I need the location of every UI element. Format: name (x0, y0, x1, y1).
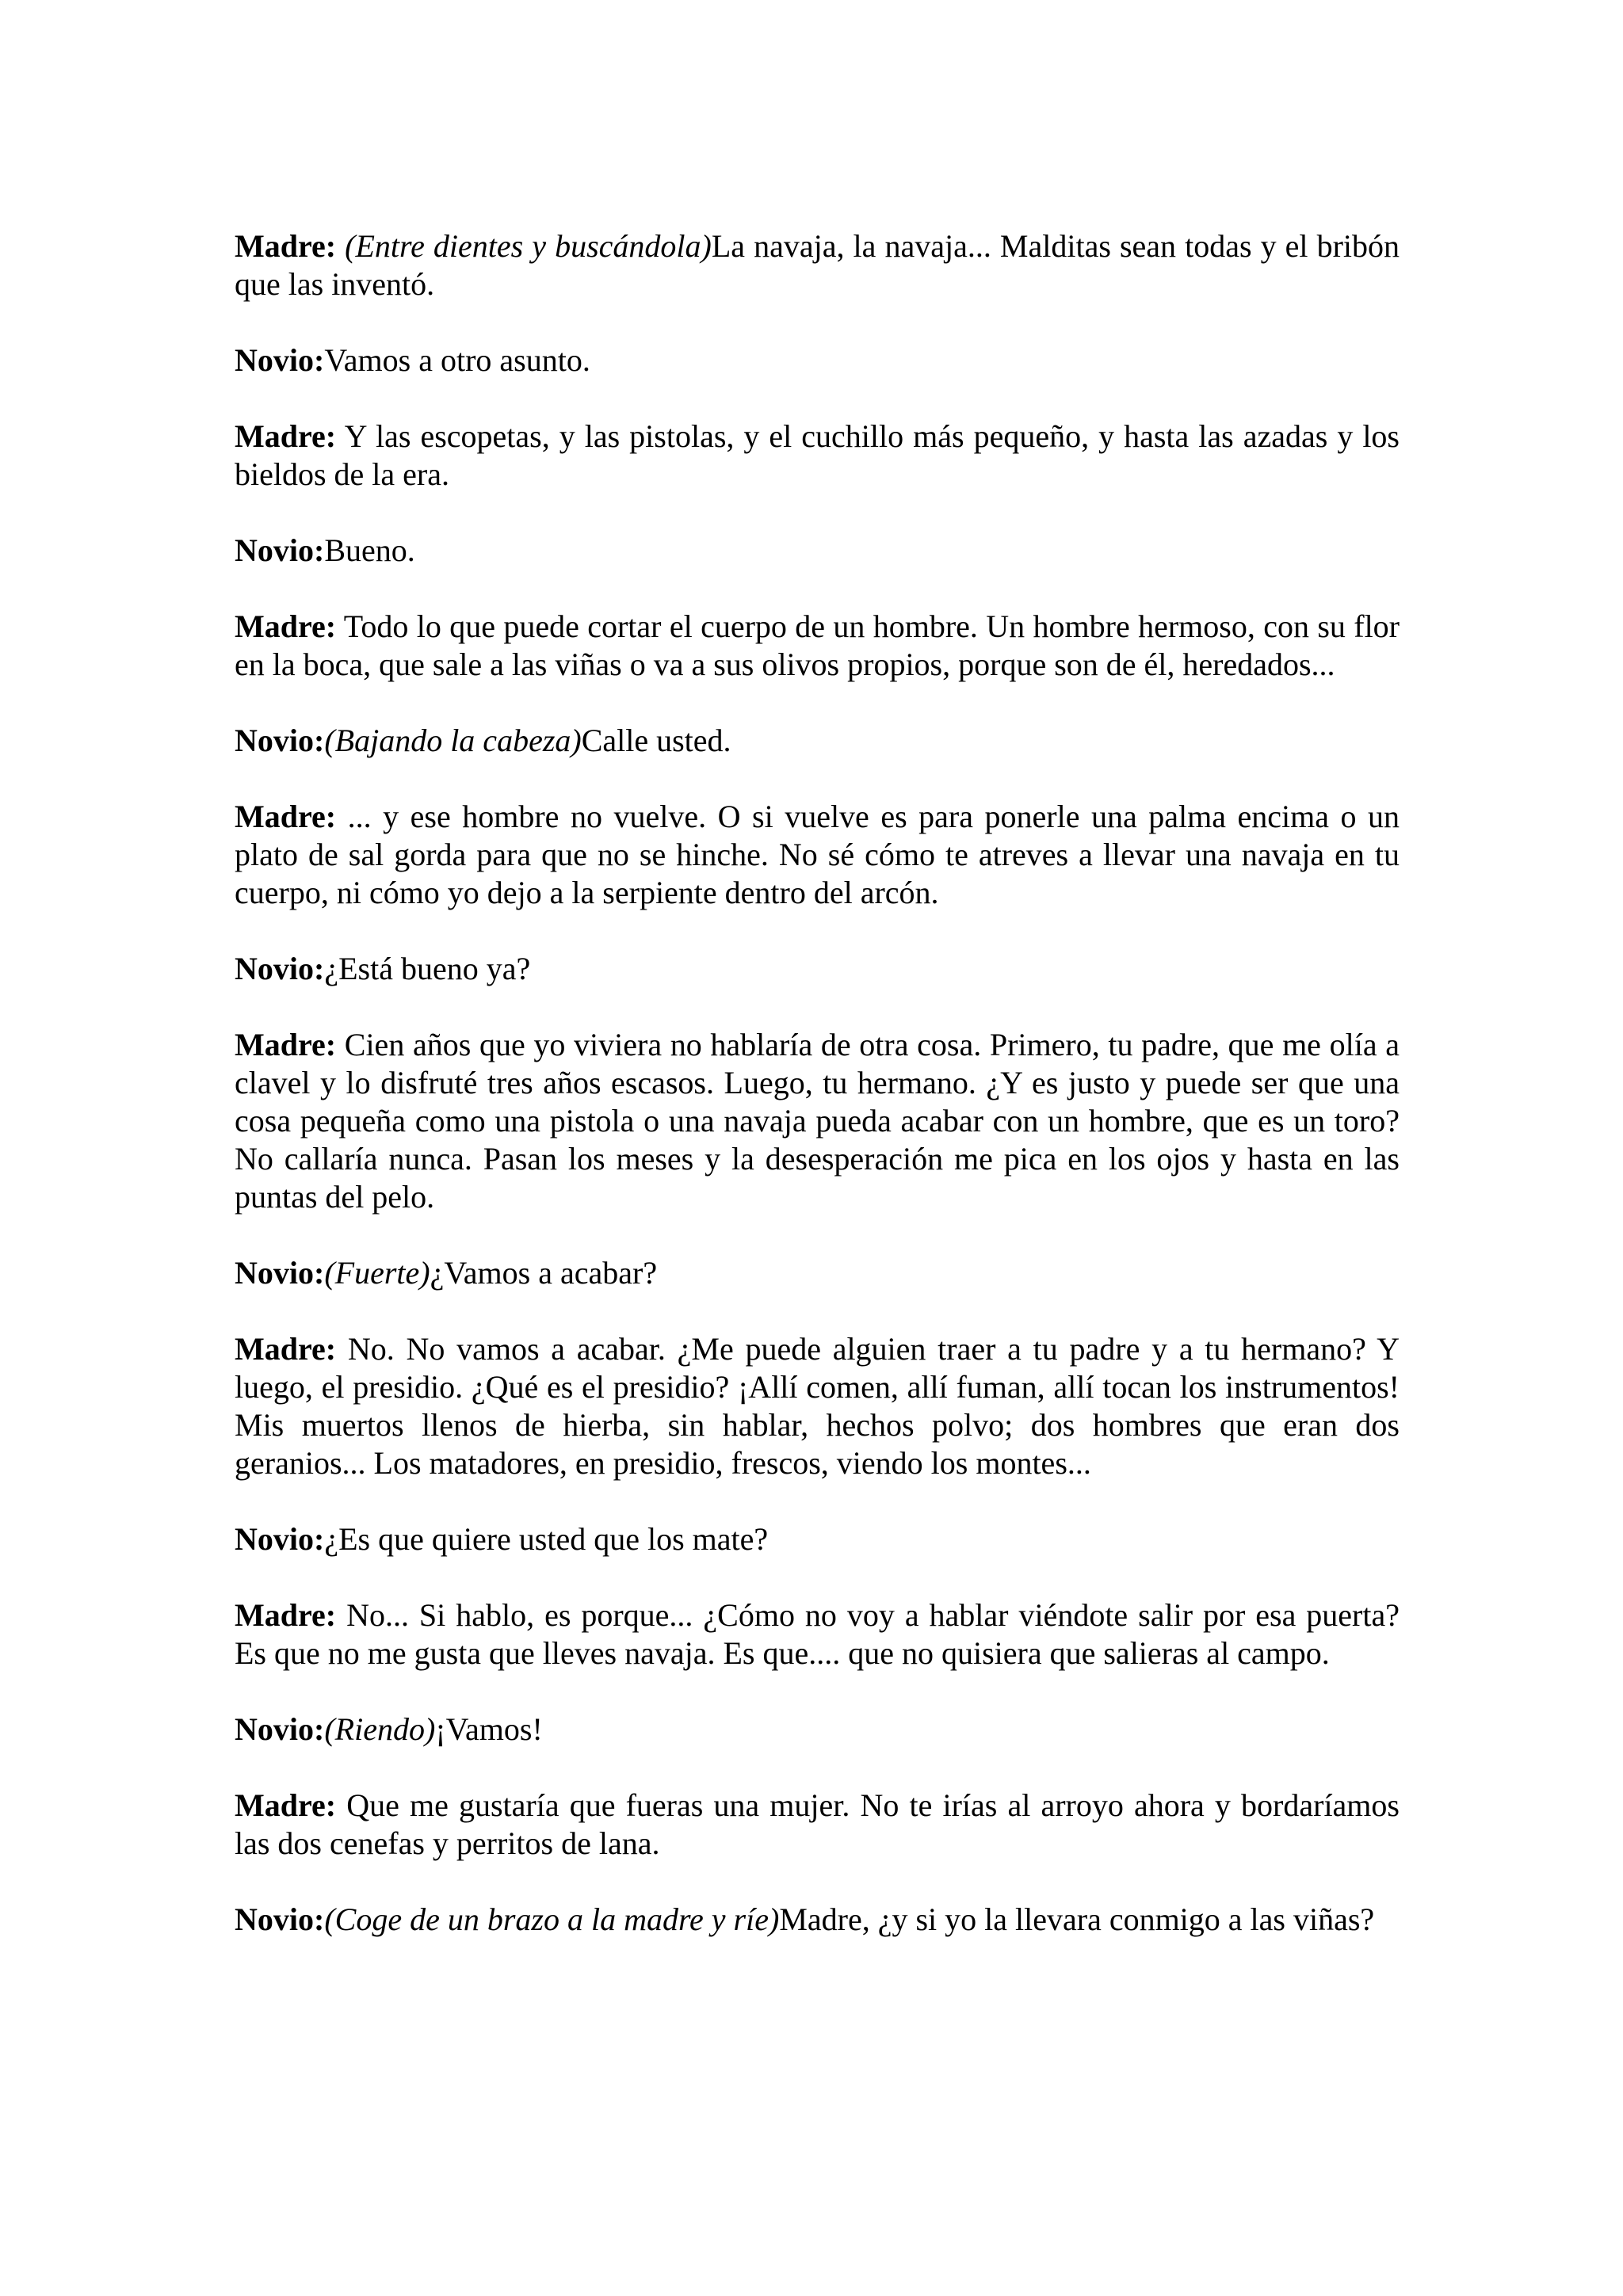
play-script (235, 227, 1400, 1977)
dialogue-line (235, 722, 1400, 760)
dialogue-text: No. No vamos a acabar. ¿Me puede alguien traer a tu padre y a tu hermano? Y luego, el presidio. ¿Qué es el presidio? ¡Allí comen, allí fuman, allí tocan los instrumentos! Mis muertos llenos de hierba, sin hablar, hechos polvo; dos hombres que eran dos geranios... Los matadores, en presidio, frescos, viendo los montes... (235, 1331, 1400, 1481)
stage-direction: (Entre dientes y buscándola) (345, 228, 712, 264)
dialogue-line (235, 341, 1400, 379)
dialogue-line (235, 227, 1400, 303)
speaker-name: Novio: (235, 1255, 325, 1291)
dialogue-line (235, 1901, 1400, 1939)
speaker-name: Novio: (235, 342, 325, 378)
dialogue-text: Bueno. (324, 532, 415, 568)
speaker-name: Novio: (235, 532, 325, 568)
dialogue-line (235, 798, 1400, 912)
speaker-name: Novio: (235, 1901, 325, 1937)
stage-direction: (Fuerte) (324, 1255, 430, 1291)
dialogue-text: Calle usted. (581, 723, 731, 758)
dialogue-line (235, 418, 1400, 494)
dialogue-line (235, 1520, 1400, 1558)
dialogue-line (235, 1787, 1400, 1863)
speaker-name: Madre: (235, 1787, 337, 1823)
dialogue-text: Y las escopetas, y las pistolas, y el cuchillo más pequeño, y hasta las azadas y los bieldos de la era. (235, 418, 1400, 492)
speaker-name: Madre: (235, 799, 337, 834)
dialogue-text: Cien años que yo viviera no hablaría de otra cosa. Primero, tu padre, que me olía a clavel y lo disfruté tres años escasos. Luego, tu hermano. ¿Y es justo y puede ser que una cosa pequeña como una pistola o una navaja pueda acabar con un hombre, que es un toro? No callaría nunca. Pasan los meses y la desesperación me pica en los ojos y hasta en las puntas del pelo. (235, 1027, 1400, 1215)
dialogue-text: ¡Vamos! (435, 1711, 543, 1747)
dialogue-line (235, 950, 1400, 988)
dialogue-text: ¿Es que quiere usted que los mate? (324, 1521, 769, 1557)
speaker-name: Madre: (235, 418, 337, 454)
dialogue-text: Que me gustaría que fueras una mujer. No te irías al arroyo ahora y bordaríamos las dos cenefas y perritos de lana. (235, 1787, 1400, 1861)
dialogue-line (235, 532, 1400, 570)
stage-direction: (Riendo) (324, 1711, 436, 1747)
dialogue-line (235, 1596, 1400, 1672)
dialogue-text: ... y ese hombre no vuelve. O si vuelve es para ponerle una palma encima o un plato de sal gorda para que no se hinche. No sé cómo te atreves a llevar una navaja en tu cuerpo, ni cómo yo dejo a la serpiente dentro del arcón. (235, 799, 1400, 910)
speaker-name: Novio: (235, 723, 325, 758)
dialogue-line (235, 1711, 1400, 1749)
dialogue-text: ¿Vamos a acabar? (430, 1255, 658, 1291)
speaker-name: Novio: (235, 951, 325, 986)
dialogue-line (235, 608, 1400, 684)
dialogue-line (235, 1026, 1400, 1216)
dialogue-line (235, 1330, 1400, 1482)
dialogue-text: Todo lo que puede cortar el cuerpo de un hombre. Un hombre hermoso, con su flor en la boca, que sale a las viñas o va a sus olivos propios, porque son de él, heredados... (235, 608, 1400, 682)
dialogue-text: Madre, ¿y si yo la llevara conmigo a las viñas? (779, 1901, 1375, 1937)
dialogue-text: La navaja, la navaja... Malditas sean todas y el bribón que las inventó. (235, 228, 1400, 302)
speaker-name: Madre: (235, 608, 337, 644)
speaker-name: Madre: (235, 228, 337, 264)
dialogue-text: Vamos a otro asunto. (324, 342, 590, 378)
speaker-name: Madre: (235, 1331, 337, 1367)
speaker-name: Madre: (235, 1597, 337, 1633)
dialogue-text: No... Si hablo, es porque... ¿Cómo no voy a hablar viéndote salir por esa puerta? Es que no me gusta que lleves navaja. Es que.... que no quisiera que salieras al campo. (235, 1597, 1400, 1671)
dialogue-text: ¿Está bueno ya? (324, 951, 531, 986)
stage-direction: (Coge de un brazo a la madre y ríe) (324, 1901, 780, 1937)
dialogue-line (235, 1254, 1400, 1292)
speaker-name: Novio: (235, 1711, 325, 1747)
speaker-name: Novio: (235, 1521, 325, 1557)
stage-direction: (Bajando la cabeza) (324, 723, 582, 758)
speaker-name: Madre: (235, 1027, 337, 1062)
